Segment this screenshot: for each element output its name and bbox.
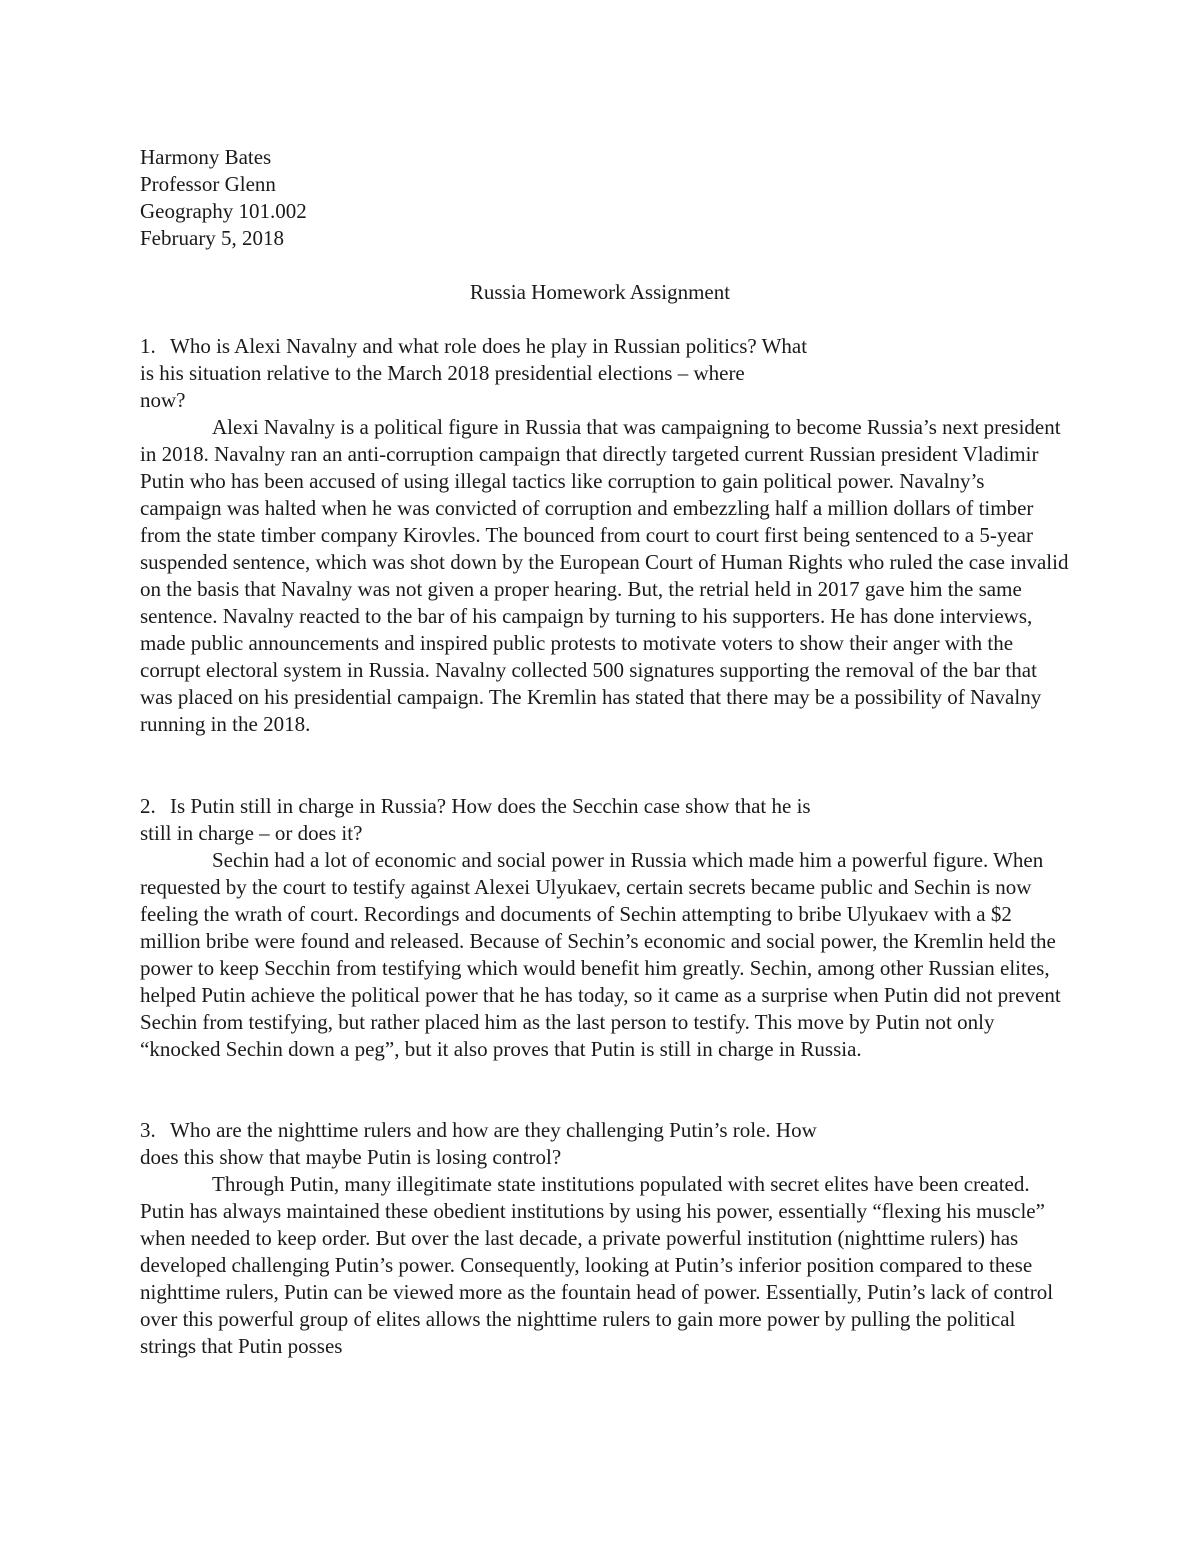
- question-text-line: Is Putin still in charge in Russia? How does the Secchin case show that he is: [170, 794, 811, 818]
- question-text-line: now?: [140, 388, 186, 412]
- question-text-line: Who are the nighttime rulers and how are they challenging Putin’s role. How: [170, 1118, 817, 1142]
- question-number: 3.: [140, 1118, 156, 1142]
- question-prompt: [140, 1117, 1070, 1144]
- question-text-line: Who is Alexi Navalny and what role does he play in Russian politics? What: [170, 334, 808, 358]
- course-name: Geography 101.002: [140, 199, 307, 223]
- professor-name: Professor Glenn: [140, 172, 276, 196]
- question-block-1: [140, 333, 1070, 738]
- student-name: Harmony Bates: [140, 145, 272, 169]
- answer-paragraph: Sechin had a lot of economic and social power in Russia which made him a powerful figure. When requested by the court to testify against Alexei Ulyukaev, certain secrets became public and Sechin is now feeling the wrath of court. Recordings and documents of Sechin attempting to bribe Ulyukaev with a $2 million bribe were found and released. Because of Sechin’s economic and social power, the Kremlin held the power to keep Secchin from testifying which would benefit him greatly. Sechin, among other Russian elites, helped Putin achieve the political power that he has today, so it came as a surprise when Putin did not prevent Sechin from testifying, but rather placed him as the last person to testify. This move by Putin not only “knocked Sechin down a peg”, but it also proves that Putin is still in charge in Russia.: [140, 848, 1061, 1061]
- question-text-line: does this show that maybe Putin is losing control?: [140, 1145, 562, 1169]
- answer-paragraph: Through Putin, many illegitimate state institutions populated with secret elites have been created. Putin has always maintained these obedient institutions by using his power, essentially “flexing his muscle” when needed to keep order. But over the last decade, a private powerful institution (nighttime rulers) has developed challenging Putin’s power. Consequently, looking at Putin’s inferior position compared to these nighttime rulers, Putin can be viewed more as the fountain head of power. Essentially, Putin’s lack of control over this powerful group of elites allows the nighttime rulers to gain more power by pulling the political strings that Putin posses: [140, 1172, 1054, 1358]
- document-date: February 5, 2018: [140, 226, 285, 250]
- question-block-3: [140, 1117, 1070, 1360]
- question-text-line: is his situation relative to the March 2018 presidential elections – where: [140, 361, 745, 385]
- question-text-line: still in charge – or does it?: [140, 821, 363, 845]
- question-prompt: [140, 793, 1070, 820]
- question-number: 1.: [140, 334, 156, 358]
- question-block-2: [140, 793, 1070, 1063]
- question-prompt: [140, 333, 1070, 360]
- answer-paragraph: Alexi Navalny is a political figure in Russia that was campaigning to become Russia’s next president in 2018. Navalny ran an anti-corruption campaign that directly targeted current Russian president Vladimir Putin who has been accused of using illegal tactics like corruption to gain political power. Navalny’s campaign was halted when he was convicted of corruption and embezzling half a million dollars of timber from the state timber company Kirovles. The bounced from court to court first being sentenced to a 5-year suspended sentence, which was shot down by the European Court of Human Rights who ruled the case invalid on the basis that Navalny was not given a proper hearing. But, the retrial held in 2017 gave him the same sentence. Navalny reacted to the bar of his campaign by turning to his supporters. He has done interviews, made public announcements and inspired public protests to motivate voters to show their anger with the corrupt electoral system in Russia. Navalny collected 500 signatures supporting the removal of the bar that was placed on his presidential campaign. The Kremlin has stated that there may be a possibility of Navalny running in the 2018.: [140, 415, 1069, 736]
- document-title: Russia Homework Assignment: [469, 280, 731, 304]
- document-header: [140, 144, 307, 252]
- question-number: 2.: [140, 794, 156, 818]
